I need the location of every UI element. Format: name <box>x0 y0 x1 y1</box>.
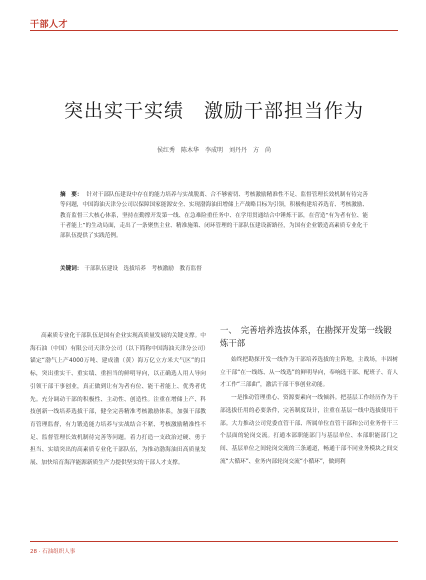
article-title: 突出实干实绩 激励干部担当作为 <box>63 100 364 122</box>
footer-rule <box>30 541 398 542</box>
body-right-column <box>220 354 398 468</box>
keywords-text: 干部队伍建设 选拔培养 考核激励 教育监督 <box>84 266 202 272</box>
body-left-column <box>30 330 206 470</box>
abstract-text: 针对干部队伍建设中存在的能力培养与实战脱离、合不够密切、考核激励精准性不足、监督管理长效机制有待完善等问题，中国海油天津分公司以保障国家能源安全、实现渤海油田增储上产战略目标为引领，积极构建培养选育、考核激励、教育监督三大核心体系，坚持在勤撑开发第一线、在急难险重任务中、在学用贯通结合中锤炼干部，在营造“有为者有位、能干者能上”的生动局面，走出了一条聚焦主业、精准施策、闭环管理的干部队伍建设新路径，为国有企业锻造高素质专业化干部队伍提供了实践范例。 <box>60 192 368 240</box>
page-footer: 28 · 石油组织人事 <box>30 549 76 555</box>
abstract-label: 摘 要： <box>60 192 83 198</box>
section-heading: 一、 完善培养选拔体系，在勘探开发第一线锻炼干部 <box>220 325 392 348</box>
article-authors: 侯红秀 陈木华 李成明 刘丹丹 方 尚 <box>156 147 271 154</box>
column-tag: 干部人才 <box>30 20 69 30</box>
keywords-label: 关键词： <box>60 266 83 272</box>
section-paragraph-2: 一是推动管理重心、资源要素向一线倾斜。把基层工作经历作为干部选拔任用的必要条件，完善制度设计，注重在基层一线中选拔使用干部。大力推动公司党委直管干部、所属单位直管干部和公司业务骨干三个层面的轮岗交流。打通本部职能部门与基层单位、本部职能部门之间、基层单位之间轮岗交流的三条通道，畅通干部不同业务模块之间交流“大循环”、业务内部轮岗交流“小循环”，做到利 <box>220 395 398 465</box>
header-rule <box>30 30 398 31</box>
abstract <box>60 190 368 241</box>
intro-paragraph: 高素质专业化干部队伍是国有企业实现高质量发展的关键支撑。中海石油（中国）有限公司天津分公司（以下简称中国海油天津分公司）锚定“渤气上产4000万吨、建成渤（黄）海万亿立方米大气区”的目标，突出重实干、重实绩、重担当的鲜明导向，以正确选人用人导向引领干部干事创业，真正做到让有为者有位、能干者能上、优秀者优先。充分调动干部的积极性、主动性、创造性。注重在增储上产、科技创新一线培养选拔干部，健全完善精准考核激励体系，加强干部教育管理监督，有力锻造能力培养与实战结合不紧、考核激励精准性不足、监督管理长效机制待完善等问题。着力打造一支政治过硬、勇于担当、实绩突出的高素质专业化干部队伍，为推动渤海油田高质量发展、加快培育海洋能源新质生产力提供坚实的干部人才支撑。 <box>30 333 206 467</box>
section-paragraph-1: 始终把勘探开发一线作为干部培养选拔的主阵地，主战场，丰固树立干部“在一线练、从一线选”的鲜明导向，奉响选干部、配班子、育人才工作“三部曲”，激活干部干事创业动能。 <box>220 357 398 389</box>
keywords <box>60 264 368 272</box>
